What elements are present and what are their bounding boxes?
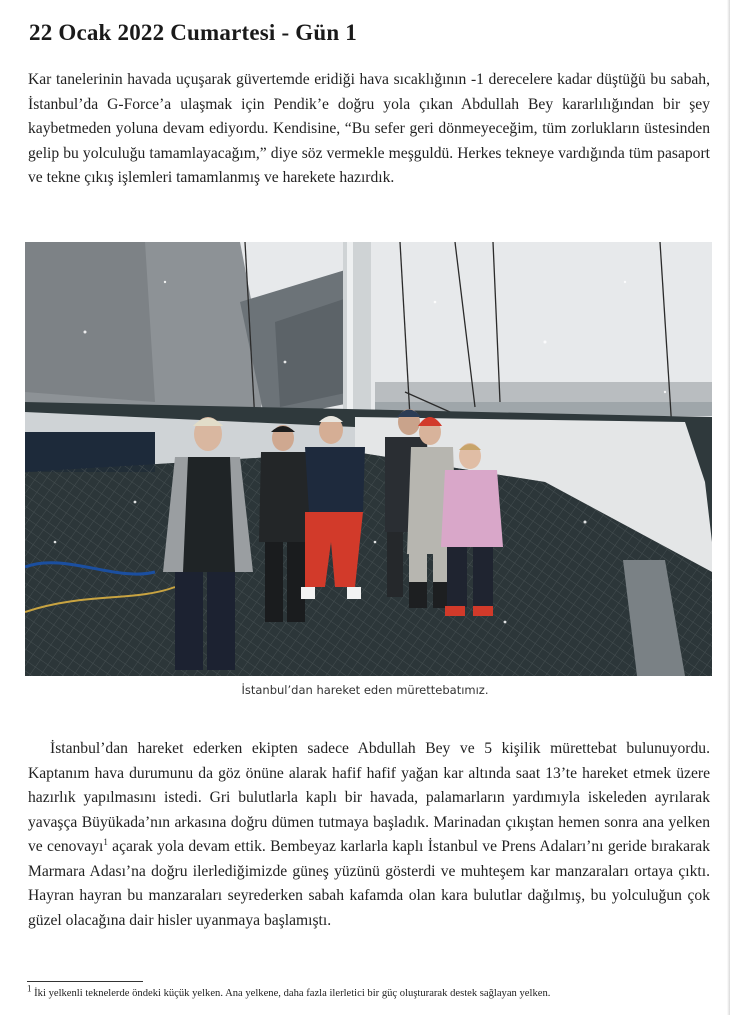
footnote-ref: 1 xyxy=(103,836,108,847)
paragraph-2-part-2: açarak yola devam ettik. Bembeyaz karlarla kaplı İstanbul ve Prens Adaları’nı geride bırakarak Marmara Adası’na doğru ilerlediğimizde güneş yüzünü gösterdi ve muhteşem kar manzaraları ortaya çıktı. Hayran hayran bu manzaraları seyrederken sabah kafamda olan kara bulutlar dağılmış, bu yolculuğun çok güzel olacağına dair hisler uyanmaya başlamıştı. xyxy=(28,838,710,929)
body-paragraph xyxy=(28,737,710,933)
page-title: 22 Ocak 2022 Cumartesi - Gün 1 xyxy=(29,20,357,45)
photo-caption: İstanbul’dan hareket eden mürettebatımız. xyxy=(241,683,489,697)
paragraph-1-text: Kar tanelerinin havada uçuşarak güvertemde eridiği hava sıcaklığının -1 derecelere kadar düştüğü bu sabah, İstanbul’da G-Force’a ulaşmak için Pendik’e doğru yola çıkan Abdullah Bey kararlılığından bir şey kaybetmeden yoluna devam ediyordu. Kendisine, “Bu sefer geri dönmeyeceğim, tüm zorlukların üstesinden gelip bu yolculuğu tamamlayacağım,” diye söz vermekle meşguldü. Herkes tekneye vardığında tüm pasaport ve tekne çıkış işlemleri tamamlanmış ve harekete hazırdık. xyxy=(28,71,710,186)
paragraph-2-text xyxy=(28,737,710,933)
footnote-number: 1 xyxy=(27,983,32,994)
footnote-divider xyxy=(27,981,143,982)
intro-paragraph xyxy=(28,68,710,191)
paragraph-2-part-1: İstanbul’dan hareket ederken ekipten sadece Abdullah Bey ve 5 kişilik mürettebat bulunuyordu. Kaptanım hava durumunu da göz önüne alarak hafif hafif yağan kar altında saat 13’te hareket etmek üzere hazırlık yapılmasını istedi. Gri bulutlarla kaplı bir havada, palamarların yardımıyla iskeleden ayrılarak yavaşça Büyükada’nın arkasına doğru dümen tutmaya başladık. Marinadan çıkıştan hemen sonra ana yelken ve cenovayı xyxy=(28,740,710,855)
crew-photo-illustration xyxy=(25,242,712,676)
footnote xyxy=(27,983,707,999)
footnote-text: İki yelkenli teknelerde öndeki küçük yelken. Ana yelkene, daha fazla ilerletici bir güç oluşturarak destek sağlayan yelken. xyxy=(31,988,551,999)
crew-photo xyxy=(25,242,712,676)
